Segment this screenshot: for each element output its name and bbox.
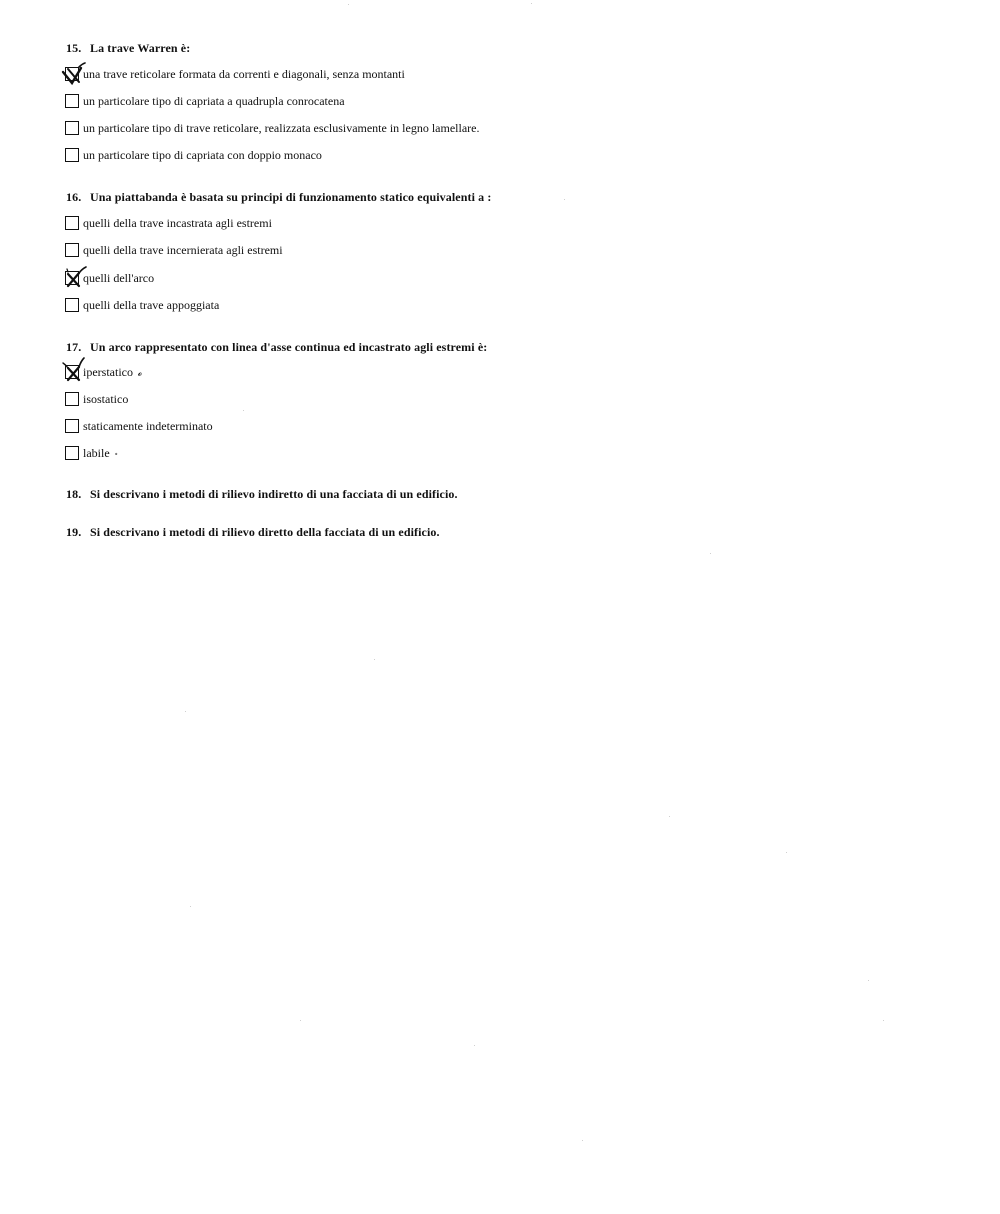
option-label: isostatico <box>83 392 129 406</box>
option-label: un particolare tipo di capriata a quadrupla conrocatena <box>83 94 345 108</box>
option-label: quelli della trave incernierata agli estremi <box>83 243 283 257</box>
scan-speck <box>185 711 186 712</box>
scan-speck <box>300 1020 301 1021</box>
question-16-title <box>66 190 491 205</box>
question-number: 15. <box>66 41 82 55</box>
question-number: 17. <box>66 340 82 354</box>
option-label: un particolare tipo di trave reticolare, realizzata esclusivamente in legno lamellare. <box>83 121 480 135</box>
option-label: un particolare tipo di capriata con doppio monaco <box>83 148 322 162</box>
scan-speck <box>474 1045 475 1046</box>
question-18-title <box>66 487 458 502</box>
question-text: Un arco rappresentato con linea d'asse continua ed incastrato agli estremi è: <box>90 340 488 354</box>
scan-speck <box>374 659 375 660</box>
question-text: La trave Warren è: <box>90 41 191 55</box>
scan-speck <box>710 553 711 554</box>
question-19-title <box>66 525 440 540</box>
checkbox[interactable] <box>65 216 79 230</box>
checkbox[interactable] <box>65 446 79 460</box>
question-17-title <box>66 340 487 355</box>
option-label: quelli della trave incastrata agli estremi <box>83 216 272 230</box>
scan-speck <box>564 199 565 200</box>
scan-speck <box>243 410 244 411</box>
checkbox-checked[interactable] <box>65 365 79 379</box>
checkbox[interactable] <box>65 419 79 433</box>
question-15-title <box>66 41 190 56</box>
option-label <box>83 446 118 462</box>
checkbox[interactable] <box>65 94 79 108</box>
question-number: 19. <box>66 525 82 539</box>
checkbox[interactable] <box>65 148 79 162</box>
checkbox[interactable] <box>65 121 79 135</box>
question-number: 16. <box>66 190 82 204</box>
pencil-mark-icon: 𝓸 <box>137 367 143 378</box>
option-label: quelli della trave appoggiata <box>83 298 220 312</box>
question-number: 18. <box>66 487 82 501</box>
scan-speck <box>531 3 532 4</box>
option-label: staticamente indeterminato <box>83 419 213 433</box>
option-text: iperstatico <box>83 365 133 379</box>
option-label: quelli dell'arco <box>83 271 155 285</box>
question-text: Una piattabanda è basata su principi di funzionamento statico equivalenti a : <box>90 190 492 204</box>
scan-speck <box>348 4 349 5</box>
checkbox[interactable] <box>65 298 79 312</box>
scan-speck <box>190 906 191 907</box>
checkbox[interactable] <box>65 392 79 406</box>
question-text: Si descrivano i metodi di rilievo indiretto di una facciata di un edificio. <box>90 487 458 501</box>
scan-speck <box>669 816 670 817</box>
scan-speck <box>883 1020 884 1021</box>
checkbox[interactable] <box>65 243 79 257</box>
question-text: Si descrivano i metodi di rilievo diretto della facciata di un edificio. <box>90 525 440 539</box>
option-label: una trave reticolare formata da correnti e diagonali, senza montanti <box>83 67 405 81</box>
scan-speck <box>786 852 787 853</box>
pencil-dot-icon: ∘ <box>114 449 119 458</box>
option-label <box>83 365 142 381</box>
scan-speck <box>868 980 869 981</box>
checkbox-checked[interactable] <box>65 67 79 81</box>
option-text: labile <box>83 446 110 460</box>
checkbox-checked[interactable] <box>65 271 79 285</box>
scan-speck <box>582 1140 583 1141</box>
